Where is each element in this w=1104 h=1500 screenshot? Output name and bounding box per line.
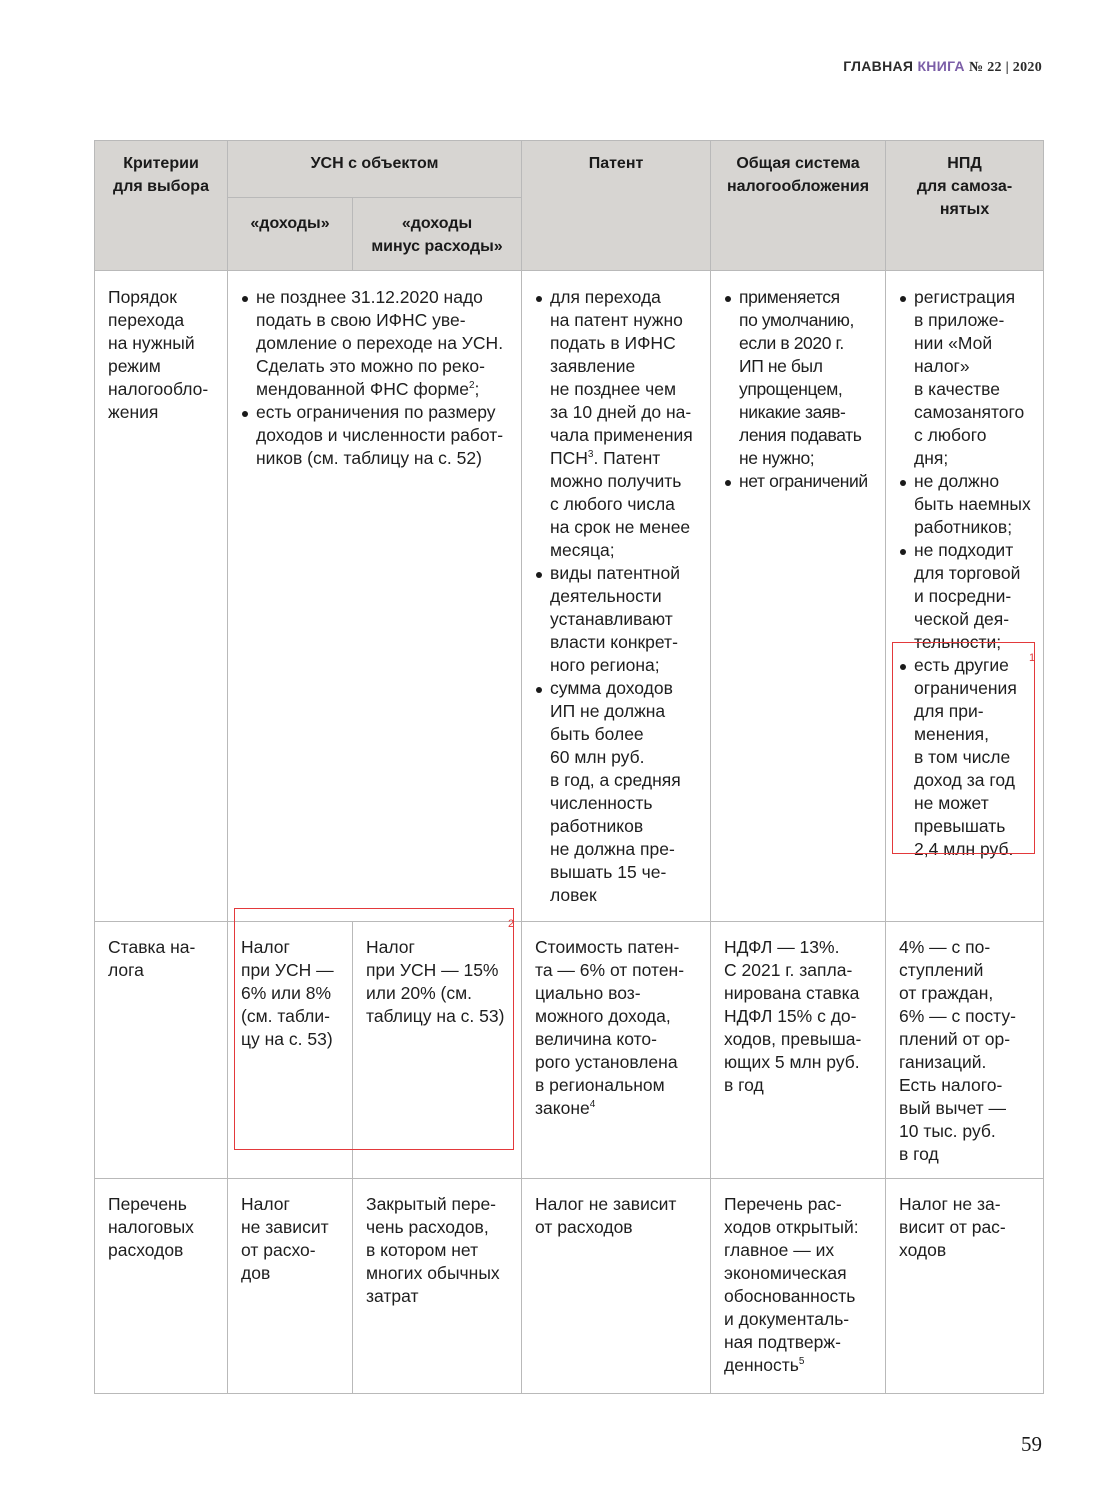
list-item-text: применяется по умолчанию, если в 2020 г. ИП не был упрощенцем, никакие заяв- ления подавать не нужно; — [739, 287, 862, 468]
bullet-list — [241, 286, 509, 470]
npd-transition-cell — [886, 271, 1044, 922]
list-item-text: есть ограничения по размеру доходов и численности работ- ников (см. таблицу на с. 52) — [256, 402, 504, 468]
table-row-tax-rate — [95, 922, 1044, 1179]
list-item — [535, 562, 698, 677]
list-item — [724, 470, 873, 493]
patent-expenses-cell: Налог не зависит от расходов — [522, 1179, 711, 1394]
header-usn: УСН с объектом — [228, 141, 522, 198]
header-usn-income-minus-expenses: «доходы минус расходы» — [353, 198, 522, 271]
annotation-label-1: 1 — [1029, 652, 1036, 664]
criteria-cell: Перечень налоговых расходов — [95, 1179, 228, 1394]
list-item-text: не позднее 31.12.2020 надо подать в свою ИФНС уве- домление о переходе на УСН. Сделать это можно по реко- мендованной ФНС форме — [256, 287, 504, 399]
list-item-text: есть другие ограничения для при- менения, в том числе доход за год не может превышать 2,4 млн руб. — [914, 655, 1017, 859]
masthead — [843, 58, 1042, 76]
list-item — [535, 286, 698, 562]
criteria-cell: Порядок перехода на нужный режим налогообло- жения — [95, 271, 228, 922]
list-item — [899, 470, 1031, 539]
npd-rate-cell: 4% — с по- ступлений от граждан, 6% — с посту- плений от ор- ганизаций. Есть налого- вый вычет — 10 тыс. руб. в год — [886, 922, 1044, 1179]
list-item — [535, 677, 698, 907]
list-item — [241, 401, 509, 470]
page-number: 59 — [1021, 1432, 1042, 1456]
npd-expenses-cell: Налог не за- висит от рас- ходов — [886, 1179, 1044, 1394]
patent-transition-cell — [522, 271, 711, 922]
list-item-text: нет ограничений — [739, 471, 868, 491]
list-item-tail: ; — [474, 379, 480, 399]
annotation-label-2: 2 — [508, 918, 515, 930]
general-transition-cell — [711, 271, 886, 922]
usn-income-expenses-cell: Налог не зависит от расхо- дов — [228, 1179, 353, 1394]
brand-part2: КНИГА — [917, 58, 965, 74]
header-patent: Патент — [522, 141, 711, 271]
list-item-tail: . Патент можно получить с любого числа на срок не менее месяца; — [550, 448, 691, 560]
list-item-text: не должно быть наемных работников; — [914, 471, 1031, 537]
list-item-text: не подходит для торговой и посредни- ческой дея- тельности; — [914, 540, 1021, 652]
bullet-list — [535, 286, 698, 907]
header-criteria: Критерии для выбора — [95, 141, 228, 271]
criteria-cell: Ставка на- лога — [95, 922, 228, 1179]
list-item — [899, 654, 1031, 861]
usn-income-rate-cell: Налог при УСН — 6% или 8% (см. табли- цу на с. 53) — [228, 922, 353, 1179]
general-rate-cell: НДФЛ — 13%. С 2021 г. запла- нирована ставка НДФЛ 15% с до- ходов, превыша- ющих 5 млн руб. в год — [711, 922, 886, 1179]
usn-income-minus-expenses-cell: Закрытый пере- чень расходов, в котором нет многих обычных затрат — [353, 1179, 522, 1394]
header-usn-income: «доходы» — [228, 198, 353, 271]
usn-income-minus-rate-cell: Налог при УСН — 15% или 20% (см. таблицу на с. 53) — [353, 922, 522, 1179]
list-item — [899, 286, 1031, 470]
patent-rate-cell: Стоимость патен- та — 6% от потен- циально воз- можного дохода, величина кото- рого установлена в региональном законе$^4$ — [522, 922, 711, 1179]
list-item-text: сумма доходов ИП не должна быть более 60 млн руб. в год, а средняя численность работников не должна пре- вышать 15 че- ловек — [550, 678, 681, 905]
list-item — [724, 286, 873, 470]
header-npd: НПД для самоза- нятых — [886, 141, 1044, 271]
brand-part1: ГЛАВНАЯ — [843, 58, 914, 74]
table-row-expenses — [95, 1179, 1044, 1394]
list-item-text: регистрация в приложе- нии «Мой налог» в качестве самозанятого с любого дня; — [914, 287, 1025, 468]
bullet-list — [899, 286, 1031, 861]
usn-transition-cell — [228, 271, 522, 922]
list-item — [899, 539, 1031, 654]
list-item — [241, 286, 509, 401]
header-general-system: Общая система налогообложения — [711, 141, 886, 271]
bullet-list — [724, 286, 873, 493]
list-item-text: виды патентной деятельности устанавливают власти конкрет- ного региона; — [550, 563, 680, 675]
issue-number: № 22 | 2020 — [969, 60, 1042, 75]
general-expenses-cell: Перечень рас- ходов открытый: главное — их экономическая обоснованность и документаль- ная подтверж- денность$^5$ — [711, 1179, 886, 1394]
footnote-ref: 2 — [468, 380, 475, 392]
tax-regime-comparison-table — [94, 140, 1044, 1394]
table-row-transition — [95, 271, 1044, 922]
list-item-text: для перехода на патент нужно подать в ИФНС заявление не позднее чем за 10 дней до на- чала применения ПСН — [550, 287, 693, 468]
footnote-ref: 3 — [587, 449, 594, 461]
